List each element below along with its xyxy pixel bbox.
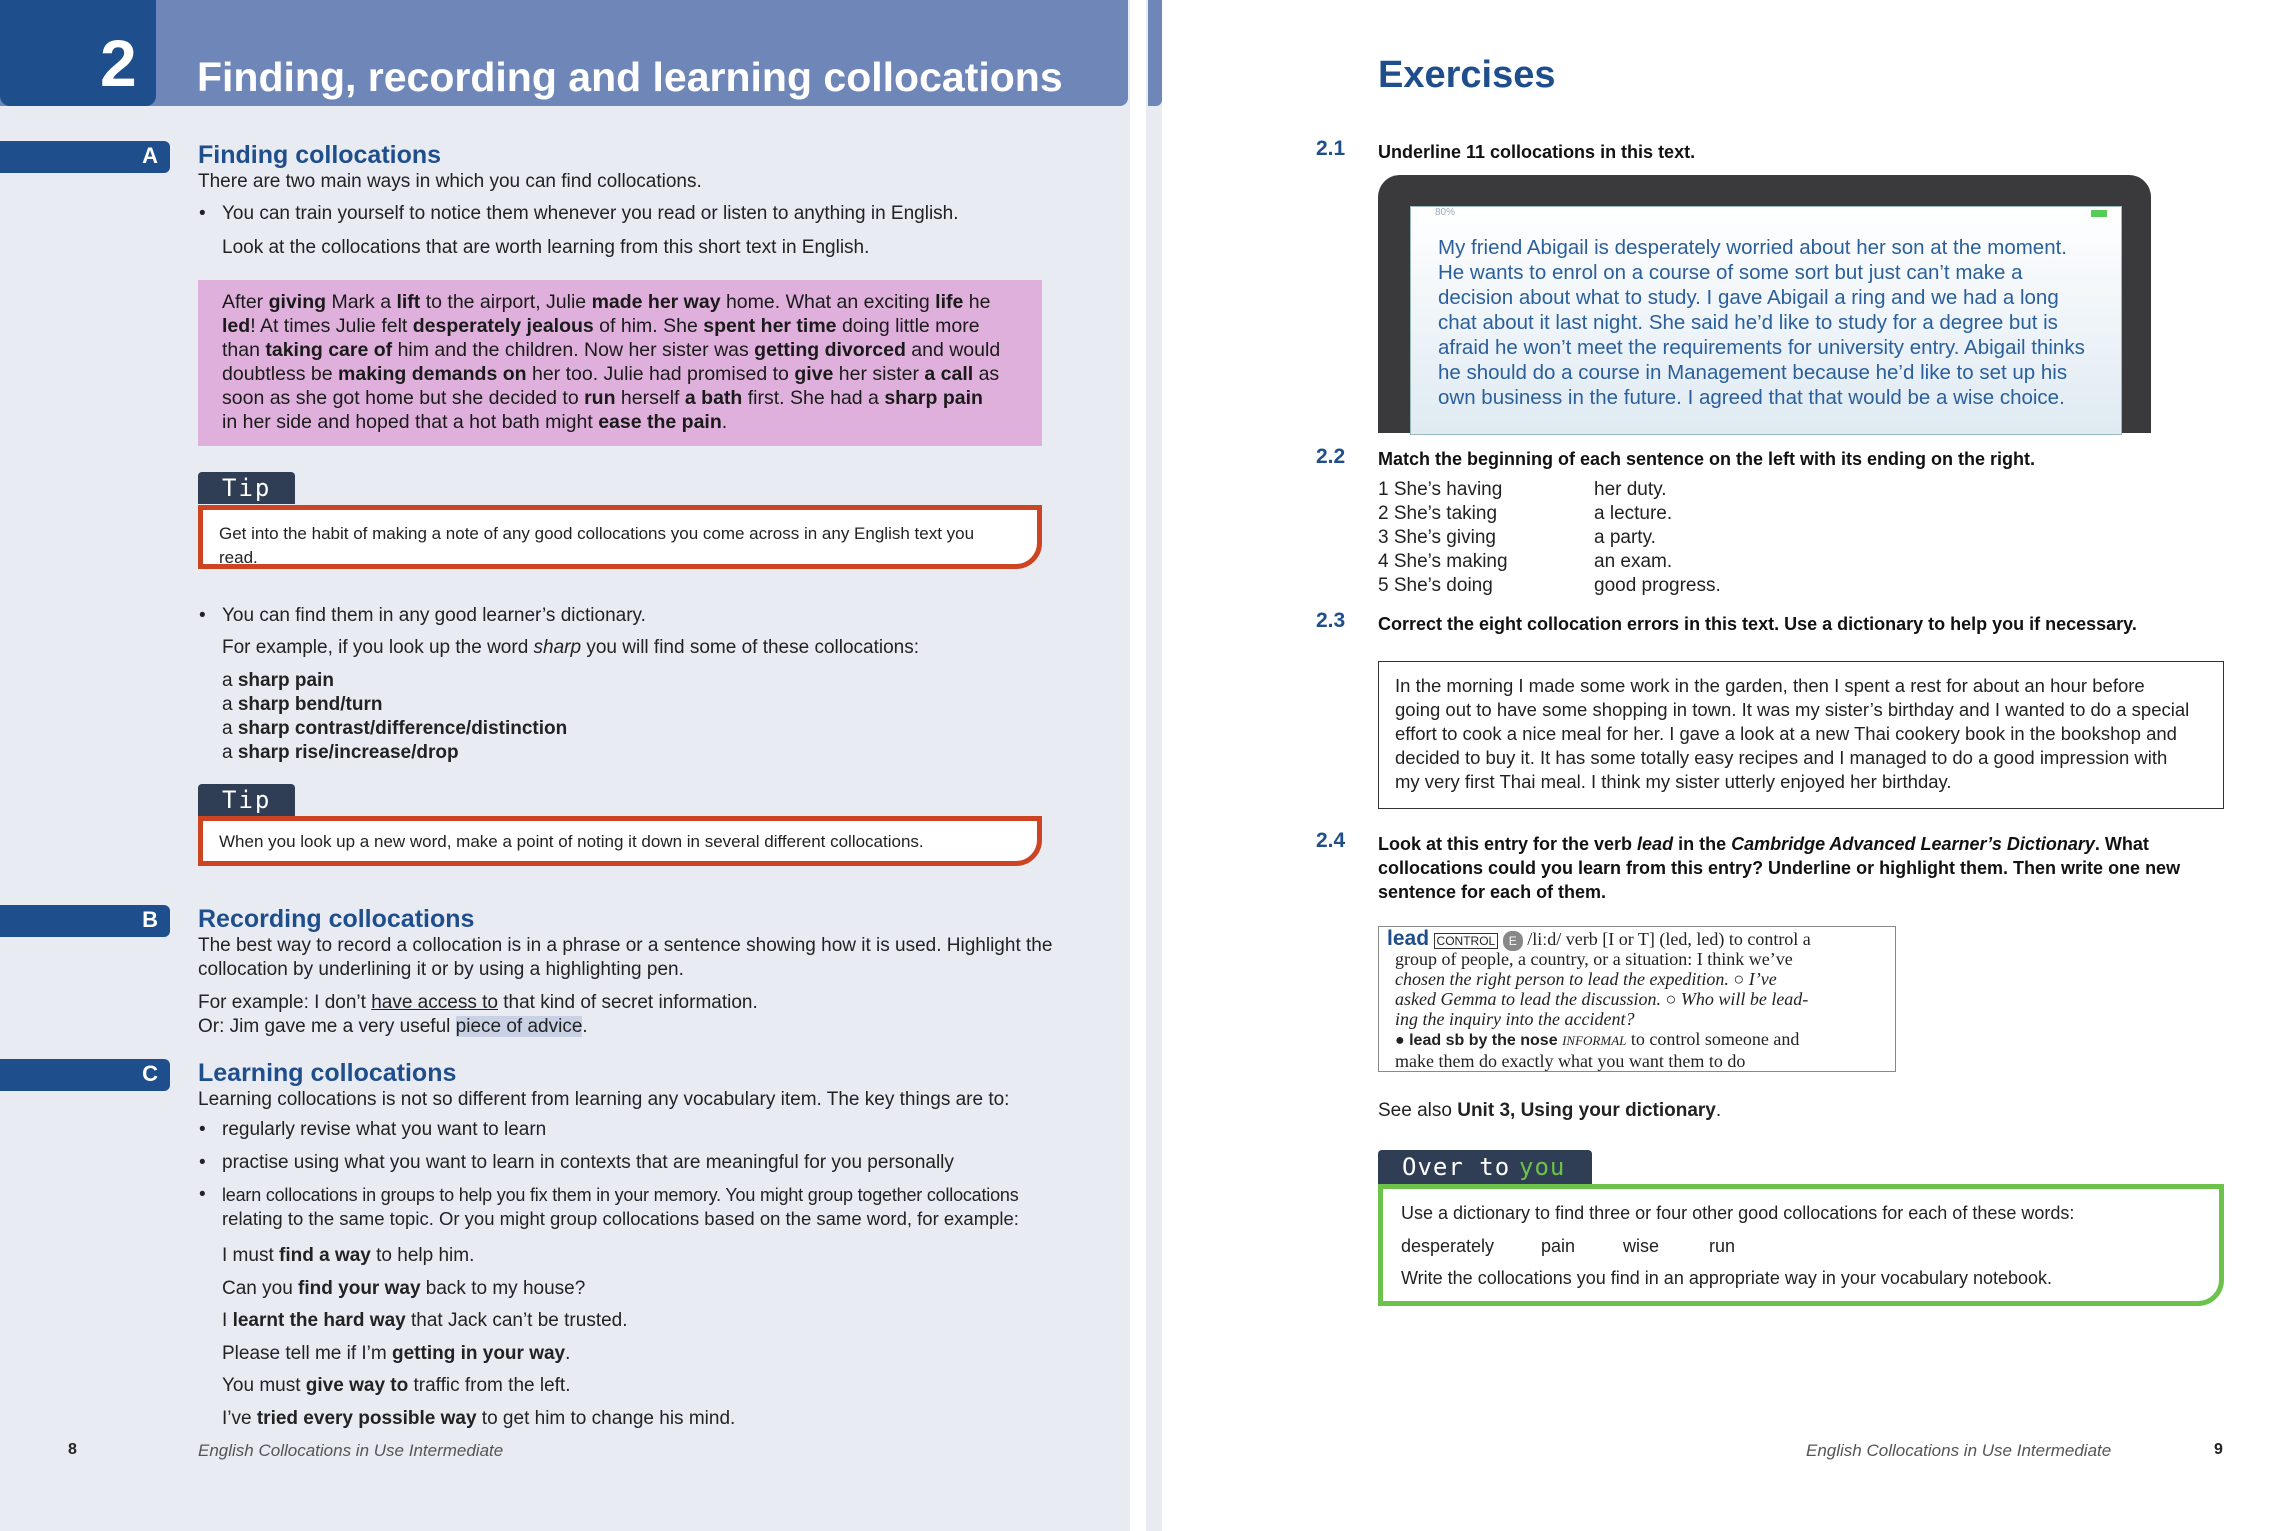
section-c-examples (222, 1240, 735, 1435)
sharp-list (222, 669, 567, 765)
dict-line: asked Gemma to lead the discussion. ○ Who will be lead- (1395, 989, 1809, 1009)
section-a-example (222, 636, 919, 660)
section-c-bar (0, 1059, 170, 1091)
match-right-column (1594, 478, 1721, 598)
left-page-number: 8 (68, 1441, 77, 1458)
section-a-bar (0, 141, 170, 173)
dictionary-entry (1378, 926, 1896, 1072)
section-c-bullet-3: • learn collocations in groups to help you fix them in your memory. You might group together collocations (222, 1183, 1019, 1207)
pink-text-line: doubtless be making demands on her too. Julie had promised to give her sister a call as (222, 363, 1000, 385)
unit-number: 2 (100, 26, 137, 100)
section-c-bullet-2: • practise using what you want to learn in contexts that are meaningful for you personally (222, 1151, 954, 1175)
dict-line: /liːd/ verb [I or T] (led, led) to control a (1527, 929, 1811, 949)
pink-text (222, 290, 1000, 434)
collocation-example: Can you find your way back to my house? (222, 1277, 586, 1299)
right-header-tab (1148, 0, 1162, 106)
error-text-box (1378, 661, 2224, 809)
match-left-column (1378, 478, 1508, 598)
match-right-item: an exam. (1594, 551, 1673, 572)
tip-2-box (198, 816, 1042, 866)
dict-level: E (1503, 931, 1523, 951)
sharp-item: a sharp pain (222, 670, 334, 691)
exercise-2-2-question: Match the beginning of each sentence on the left with its ending on the right. (1378, 449, 2036, 469)
over-words (1401, 1234, 1735, 1258)
over-word: desperately (1401, 1236, 1495, 1256)
dict-line: group of people, a country, or a situation: I think we’ve (1395, 949, 1793, 969)
dict-line: make them do exactly what you want them to do (1395, 1051, 1746, 1071)
exercise-2-2-number: 2.2 (1316, 445, 1346, 468)
tablet-screen (1410, 206, 2122, 435)
pink-text-line: led! At times Julie felt desperately jealous of him. She spent her time doing little more (222, 315, 980, 337)
tip-1-text: Get into the habit of making a note of any good collocations you come across in any English text you read. (219, 524, 975, 567)
match-left-item: 5 She’s doing (1378, 575, 1493, 596)
tablet-text-line: My friend Abigail is desperately worried about her son at the moment. (1438, 236, 2067, 259)
error-text (1395, 674, 2189, 794)
error-text-line: decided to buy it. It has some totally easy recipes and I managed to do a good impression with (1395, 747, 2168, 768)
sharp-item: a sharp contrast/difference/distinction (222, 718, 568, 739)
over-to-you-box (1378, 1184, 2224, 1306)
collocation-example: You must give way to traffic from the left. (222, 1375, 571, 1396)
section-b-example-1: For example: I don’t have access to that kind of secret information. (198, 992, 758, 1013)
section-a-title: Finding collocations (198, 141, 442, 169)
section-b-title: Recording collocations (198, 905, 475, 933)
pink-text-box (198, 280, 1042, 446)
example-word: sharp (533, 637, 582, 658)
dict-line: ● lead sb by the nose INFORMAL to control someone and (1395, 1029, 1800, 1049)
see-also: See also Unit 3, Using your dictionary. (1378, 1100, 1722, 1121)
over-word: run (1709, 1236, 1736, 1256)
over-line-3: Write the collocations you find in an appropriate way in your vocabulary notebook. (1401, 1268, 2053, 1288)
dict-line: chosen the right person to lead the expedition. ○ I’ve (1395, 969, 1777, 989)
example-pre: For example, if you look up the word (222, 637, 534, 658)
battery-percent: 80% (1435, 207, 1456, 218)
match-right-item: a party. (1594, 527, 1656, 548)
match-left-item: 1 She’s having (1378, 479, 1503, 500)
section-a-bullet-1: • You can train yourself to notice them whenever you read or listen to anything in English. (222, 202, 959, 226)
see-also-link: Unit 3, Using your dictionary (1457, 1100, 1716, 1121)
tablet-text-line: own business in the future. I agreed that that would be a wise choice. (1438, 386, 2065, 409)
section-c-title: Learning collocations (198, 1059, 457, 1087)
exercise-2-3-question: Correct the eight collocation errors in this text. Use a dictionary to help you if necessary. (1378, 614, 2137, 634)
pink-text-line: than taking care of him and the children. Now her sister was getting divorced and would (222, 339, 1001, 361)
match-left-item: 2 She’s taking (1378, 503, 1498, 524)
exercise-2-1-question: Underline 11 collocations in this text. (1378, 142, 1696, 162)
section-a-intro: There are two main ways in which you can find collocations. (198, 171, 702, 192)
over-word: wise (1623, 1236, 1660, 1256)
dict-line: ing the inquiry into the accident? (1395, 1009, 1635, 1029)
section-c-bullet-1: • regularly revise what you want to learn (222, 1118, 546, 1142)
underlined-collocation: have access to (371, 992, 498, 1013)
tablet-text-line: afraid he won’t meet the requirements for university entry. Abigail thinks (1438, 336, 2085, 359)
tablet-text-line: chat about it last night. She said he’d like to study for a degree but is (1438, 311, 2058, 334)
battery-icon (2091, 210, 2107, 217)
right-page-number: 9 (2214, 1441, 2223, 1458)
tablet-text-line: decision about what to study. I gave Abigail a ring and we had a long (1438, 286, 2059, 309)
section-a-letter: A (142, 143, 158, 168)
collocation-example: I’ve tried every possible way to get him to change his mind. (222, 1407, 736, 1429)
match-left-item: 4 She’s making (1378, 551, 1508, 572)
exercise-2-4-question: Look at this entry for the verb lead in the Cambridge Advanced Learner’s Dictionary. What collocations could you learn from this entry? Underline or highlight them. Then write one new sentence for each of them. (1378, 834, 2181, 902)
match-left-item: 3 She’s giving (1378, 527, 1496, 548)
unit-title: Finding, recording and learning collocations (197, 54, 1063, 100)
match-right-item: her duty. (1594, 479, 1667, 500)
exercise-2-1-number: 2.1 (1316, 137, 1346, 160)
section-b-letter: B (142, 907, 158, 932)
tip-2-tab: Tip (198, 784, 295, 816)
tablet-text (1438, 235, 2085, 410)
dict-label: CONTROL (1434, 933, 1499, 949)
tip-1-box (198, 505, 1042, 569)
section-a-look-at: Look at the collocations that are worth learning from this short text in English. (222, 237, 870, 258)
tablet-text-line: he should do a course in Management because he’d like to set up his (1438, 361, 2068, 384)
error-text-line: In the morning I made some work in the garden, then I spent a rest for about an hour before (1395, 675, 2145, 696)
section-c-bullet-3-cont: relating to the same topic. Or you might group collocations based on the same word, for example: (222, 1208, 1019, 1229)
section-b-bar (0, 905, 170, 937)
section-c-letter: C (142, 1061, 158, 1086)
error-text-line: my very first Thai meal. I think my sister utterly enjoyed her birthday. (1395, 771, 1952, 792)
match-right-item: good progress. (1594, 575, 1721, 596)
over-label: Over to (1402, 1153, 1526, 1181)
tip-2-text: When you look up a new word, make a point of noting it down in several different collocations. (219, 832, 924, 851)
section-b-line-1: The best way to record a collocation is in a phrase or a sentence showing how it is used. Highlight the (198, 935, 1053, 956)
tip-1-tab: Tip (198, 472, 295, 504)
right-page-edge (1146, 0, 1162, 1531)
tablet-text-line: He wants to enrol on a course of some sort but just can’t make a (1438, 261, 2023, 284)
match-right-item: a lecture. (1594, 503, 1673, 524)
error-text-line: going out to have some shopping in town. It was my sister’s birthday and I wanted to do a special (1395, 699, 2190, 720)
over-word: pain (1541, 1236, 1576, 1256)
collocation-example: I must find a way to help him. (222, 1245, 475, 1266)
over-to-you-tab (1378, 1150, 1592, 1184)
collocation-example: Please tell me if I’m getting in your way. (222, 1342, 571, 1364)
error-text-line: effort to cook a nice meal for her. I gave a look at a new Thai cookery book in the bookshop and (1395, 723, 2177, 744)
left-footer-title: English Collocations in Use Intermediate (198, 1441, 504, 1460)
dict-headword: lead (1387, 927, 1430, 950)
section-b-line-2: collocation by underlining it or by using a highlighting pen. (198, 959, 684, 980)
section-a-bullet-2: • You can find them in any good learner’s dictionary. (222, 604, 646, 628)
over-line-1: Use a dictionary to find three or four other good collocations for each of these words: (1401, 1203, 2075, 1223)
highlighted-collocation: piece of advice (455, 1016, 583, 1037)
exercise-2-4-number: 2.4 (1316, 829, 1346, 852)
pink-text-line: in her side and hoped that a hot bath might ease the pain. (222, 411, 728, 433)
sharp-item: a sharp rise/increase/drop (222, 742, 459, 763)
section-c-intro: Learning collocations is not so different from learning any vocabulary item. The key things are to: (198, 1089, 1010, 1110)
example-post: you will find some of these collocations: (581, 637, 920, 658)
right-footer-title: English Collocations in Use Intermediate (1806, 1441, 2112, 1460)
pink-text-line: After giving Mark a lift to the airport, Julie made her way home. What an exciting life he (222, 291, 991, 313)
pink-text-line: soon as she got home but she decided to run herself a bath first. She had a sharp pain (222, 387, 983, 409)
exercises-title: Exercises (1378, 54, 1556, 96)
collocation-example: I learnt the hard way that Jack can’t be trusted. (222, 1310, 628, 1331)
over-label-you: you (1519, 1153, 1566, 1181)
section-b-example-2: Or: Jim gave me a very useful piece of advice. (198, 1016, 588, 1037)
sharp-item: a sharp bend/turn (222, 694, 383, 715)
exercise-2-3-number: 2.3 (1316, 609, 1346, 632)
